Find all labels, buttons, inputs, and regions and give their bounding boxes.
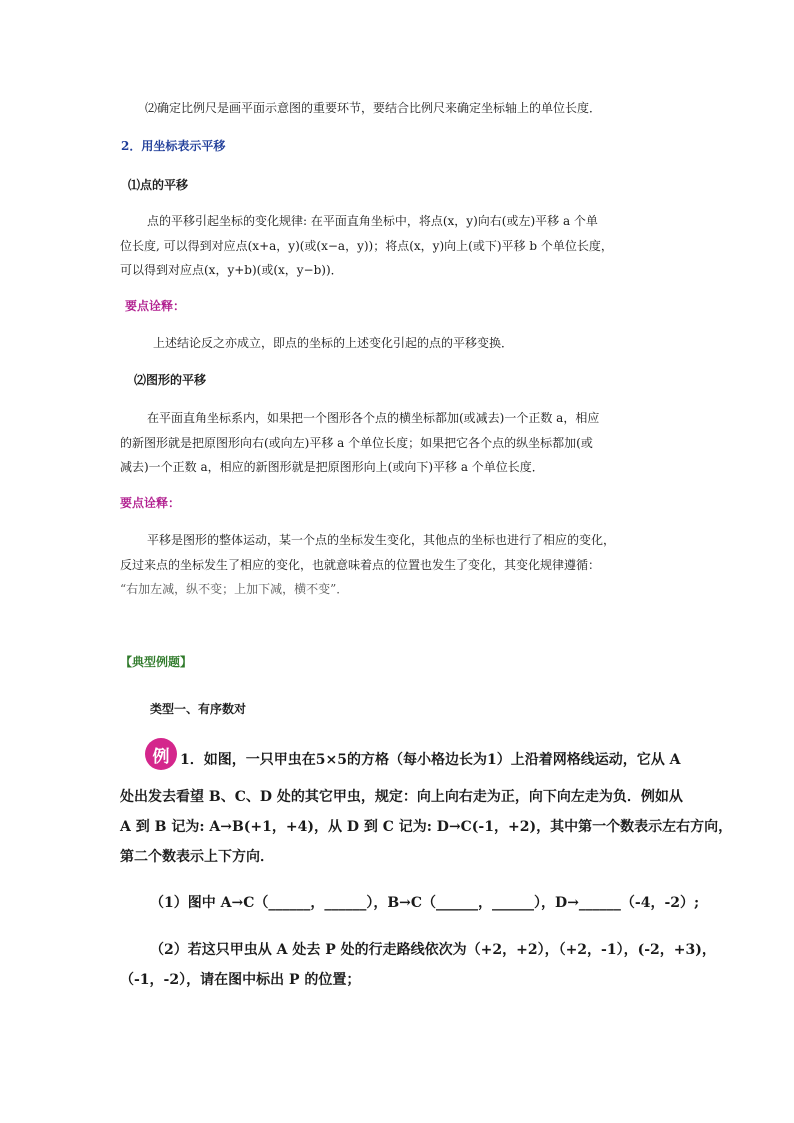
key-points-line-3: “右加左减，纵不变；上加下减，横不变”． [120, 582, 349, 596]
example-badge-icon: 例 [145, 738, 177, 770]
point-translation-line-1: 点的平移引起坐标的变化规律: 在平面直角坐标中，将点(x，y)向右(或左)平移 a 个单 [147, 214, 598, 228]
part-1: （1）图中 A→C（______，______），B→C（______，______），D→______（-4，-2）; [150, 895, 700, 911]
key-points-line-1: 平移是图形的整体运动，某一个点的坐标发生变化，其他点的坐标也进行了相应的变化， [147, 533, 616, 547]
question-line-1: 1．如图，一只甲虫在5×5的方格（每小格边长为1）上沿着网格线运动，它从 A [180, 752, 681, 768]
examples-heading: 【典型例题】 [120, 655, 193, 669]
point-translation-line-3: 可以得到对应点(x，y+b)(或(x，y−b))． [120, 263, 343, 277]
note-2: ⑵确定比例尺是画平面示意图的重要环节，要结合比例尺来确定坐标轴上的单位长度． [145, 101, 602, 115]
figure-translation-line-2: 的新图形就是把原图形向右(或向左)平移 a 个单位长度；如果把它各个点的纵坐标都加(或 [120, 436, 593, 450]
part-2-line-2: （-1，-2），请在图中标出 P 的位置； [120, 972, 361, 988]
subheading-point-translation: ⑴点的平移 [128, 178, 189, 192]
example-type-heading: 类型一、有序数对 [150, 702, 247, 716]
figure-translation-line-1: 在平面直角坐标系内，如果把一个图形各个点的横坐标都加(或减去)一个正数 a，相应 [147, 411, 600, 425]
part-2-line-1: （2）若这只甲虫从 A 处去 P 处的行走路线依次为（+2，+2），（+2，-1），(-2，+3)， [150, 942, 716, 958]
key-points-label-2: 要点诠释： [120, 496, 181, 510]
figure-translation-line-3: 减去)一个正数 a，相应的新图形就是把原图形向上(或向下)平移 a 个单位长度． [120, 460, 544, 474]
key-points-line-2: 反过来点的坐标发生了相应的变化，也就意味着点的位置也发生了变化，其变化规律遵循： [120, 558, 601, 572]
point-translation-line-2: 位长度, 可以得到对应点(x+a，y)(或(x−a，y))；将点(x，y)向上(或下)平移 b 个单位长度， [120, 239, 613, 253]
question-line-3: A 到 B 记为: A→B(+1，+4)，从 D 到 C 记为: D→C(-1，+2)，其中第一个数表示左右方向， [120, 819, 733, 835]
key-points-text-1: 上述结论反之亦成立，即点的坐标的上述变化引起的点的平移变换． [153, 336, 514, 350]
subheading-figure-translation: ⑵图形的平移 [134, 373, 207, 387]
question-line-4: 第二个数表示上下方向． [120, 849, 274, 865]
key-points-label-1: 要点诠释： [125, 299, 186, 313]
question-line-2: 处出发去看望 B、C、D 处的其它甲虫，规定：向上向右走为正，向下向左走为负．例如从 [120, 789, 683, 805]
section-heading: 2．用坐标表示平移 [121, 139, 226, 153]
